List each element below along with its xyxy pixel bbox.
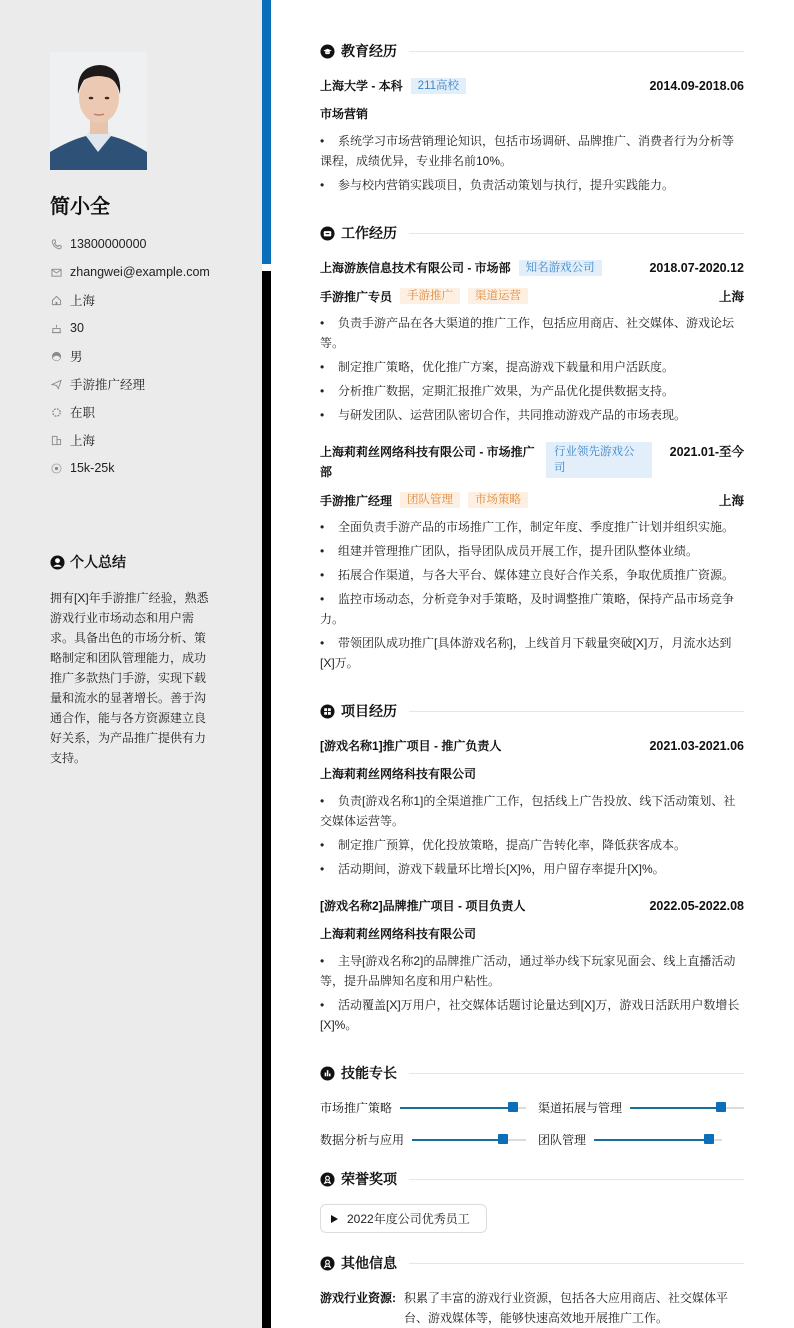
education-major-row	[320, 105, 744, 122]
contact-city-value: 上海	[70, 294, 96, 308]
work-2-role-tag: 团队管理	[400, 492, 460, 508]
section-divider	[409, 1073, 744, 1074]
list-item: • 制定推广预算，优化投放策略，提高广告转化率，降低获客成本。	[320, 838, 687, 852]
profile-photo	[50, 52, 147, 170]
work-2-date: 2021.01-至今	[669, 445, 744, 459]
salary-icon	[50, 462, 62, 474]
contact-city	[50, 286, 210, 314]
awards-title: 荣誉奖项	[341, 1171, 397, 1187]
work-1-role: 手游推广专员	[320, 289, 393, 304]
contact-phone-value: 13800000000	[70, 237, 147, 251]
award-icon	[320, 1256, 335, 1271]
list-item: • 分析推广数据，定期汇报推广效果，为产品优化提供数据支持。	[320, 384, 675, 398]
list-item: • 负责手游产品在各大渠道的推广工作，包括应用商店、社交媒体、游戏论坛等。	[320, 316, 735, 350]
list-item: • 系统学习市场营销理论知识，包括市场调研、品牌推广、消费者行为分析等课程，成绩优异，专业排名前10%。	[320, 134, 735, 168]
work-1-date: 2018.07-2020.12	[649, 260, 744, 275]
slider-thumb	[508, 1102, 518, 1112]
list-item: • 组建并管理推广团队，指导团队成员开展工作，提升团队整体业绩。	[320, 544, 699, 558]
project-1-name: [游戏名称1]推广项目 - 推广负责人	[320, 739, 502, 753]
work-2-location: 上海	[718, 494, 744, 508]
skill-item	[320, 1099, 526, 1116]
contact-list	[50, 230, 210, 482]
contact-position	[50, 370, 210, 398]
other-key: 游戏行业资源:	[320, 1291, 396, 1305]
contact-status-value: 在职	[70, 406, 96, 420]
section-other	[320, 1253, 744, 1273]
play-triangle-icon	[331, 1215, 338, 1223]
project-1-company: 上海莉莉丝网络科技有限公司	[320, 767, 477, 781]
mail-icon	[50, 266, 62, 278]
project-2-header	[320, 897, 744, 914]
education-tag: 211高校	[411, 78, 466, 94]
work-1-bullets	[320, 313, 744, 429]
section-divider	[409, 1263, 744, 1264]
education-major: 市场营销	[320, 107, 369, 121]
education-school: 上海大学 - 本科	[320, 79, 403, 93]
projects-title: 项目经历	[341, 703, 397, 719]
user-circle-icon	[50, 555, 65, 570]
contact-email	[50, 258, 210, 286]
section-divider	[409, 233, 744, 234]
work-2-role-tag: 市场策略	[468, 492, 528, 508]
skill-name: 市场推广策略	[320, 1101, 393, 1115]
section-divider	[409, 711, 744, 712]
contact-email-value: zhangwei@example.com	[70, 265, 210, 279]
work-1-role-row	[320, 287, 744, 305]
list-item: • 主导[游戏名称2]的品牌推广活动，通过举办线下玩家见面会、线上直播活动等，提升品牌知名度和用户粘性。	[320, 954, 736, 988]
education-title: 教育经历	[341, 43, 397, 59]
summary-heading	[50, 552, 126, 572]
skill-level-slider	[594, 1139, 722, 1141]
work-title: 工作经历	[341, 225, 397, 241]
skill-level-slider	[630, 1107, 744, 1109]
project-2-company: 上海莉莉丝网络科技有限公司	[320, 927, 477, 941]
grid-icon	[320, 704, 335, 719]
education-header	[320, 77, 744, 94]
work-2-tag: 行业领先游戏公司	[546, 442, 652, 478]
contact-work-city	[50, 426, 210, 454]
contact-gender-value: 男	[70, 350, 83, 364]
project-1-date: 2021.03-2021.06	[649, 738, 744, 753]
sidebar	[0, 0, 262, 1328]
skill-level-slider	[412, 1139, 526, 1141]
section-projects	[320, 701, 744, 721]
list-item: • 带领团队成功推广[具体游戏名称]，上线首月下载量突破[X]万，月流水达到[X]万。	[320, 636, 732, 670]
project-1-bullets	[320, 791, 744, 883]
skill-item	[538, 1131, 722, 1148]
work-1-header	[320, 259, 744, 276]
send-icon	[50, 378, 62, 390]
accent-bar	[262, 0, 271, 264]
list-item: • 参与校内营销实践项目，负责活动策划与执行，提升实践能力。	[320, 178, 675, 192]
list-item: • 拓展合作渠道，与各大平台、媒体建立良好合作关系，争取优质推广资源。	[320, 568, 735, 582]
graduation-cap-icon	[320, 44, 335, 59]
project-1-company-row	[320, 765, 744, 782]
work-2-company: 上海莉莉丝网络科技有限公司 - 市场推广部	[320, 445, 535, 479]
skill-item	[320, 1131, 526, 1148]
status-icon	[50, 406, 62, 418]
bar-chart-icon	[320, 1066, 335, 1081]
skill-name: 团队管理	[538, 1133, 587, 1147]
skill-name: 数据分析与应用	[320, 1133, 405, 1147]
list-item: • 制定推广策略，优化推广方案，提高游戏下载量和用户活跃度。	[320, 360, 675, 374]
list-item: • 与研发团队、运营团队密切合作，共同推动游戏产品的市场表现。	[320, 408, 687, 422]
skills-title: 技能专长	[341, 1065, 397, 1081]
home-icon	[50, 294, 62, 306]
project-1-header	[320, 737, 744, 754]
work-1-company: 上海游族信息技术有限公司 - 市场部	[320, 261, 511, 275]
list-item: • 监控市场动态，分析竞争对手策略，及时调整推广策略，保持产品市场竞争力。	[320, 592, 735, 626]
section-awards	[320, 1169, 744, 1189]
contact-salary	[50, 454, 210, 482]
profile-name: 简小全	[50, 196, 110, 218]
list-item: • 全面负责手游产品的市场推广工作，制定年度、季度推广计划并组织实施。	[320, 520, 735, 534]
gender-icon	[50, 350, 62, 362]
section-divider	[409, 51, 744, 52]
section-divider	[409, 1179, 744, 1180]
award-icon	[320, 1172, 335, 1187]
slider-thumb	[498, 1134, 508, 1144]
skill-level-slider	[400, 1107, 526, 1109]
building-icon	[50, 434, 62, 446]
work-1-role-tag: 手游推广	[400, 288, 460, 304]
work-2-role: 手游推广经理	[320, 493, 393, 508]
award-label: 2022年度公司优秀员工	[347, 1212, 470, 1226]
section-skills	[320, 1063, 744, 1083]
work-2-role-row	[320, 491, 744, 509]
other-title: 其他信息	[341, 1255, 397, 1271]
contact-gender	[50, 342, 210, 370]
education-date: 2014.09-2018.06	[649, 78, 744, 93]
contact-work-city-value: 上海	[70, 434, 96, 448]
education-bullets	[320, 131, 744, 199]
skill-item	[538, 1099, 744, 1116]
section-work	[320, 223, 744, 243]
work-1-role-tag: 渠道运营	[468, 288, 528, 304]
contact-status	[50, 398, 210, 426]
project-2-name: [游戏名称2]品牌推广项目 - 项目负责人	[320, 899, 526, 913]
section-education	[320, 41, 744, 61]
work-1-tag: 知名游戏公司	[519, 260, 602, 276]
contact-phone	[50, 230, 210, 258]
other-value: 积累了丰富的游戏行业资源，包括各大应用商店、社交媒体平台、游戏媒体等，能够快速高效地开展推广工作。	[404, 1291, 729, 1325]
contact-salary-value: 15k-25k	[70, 461, 115, 475]
phone-icon	[50, 238, 62, 250]
work-2-header	[320, 442, 744, 482]
list-item: • 负责[游戏名称1]的全渠道推广工作，包括线上广告投放、线下活动策划、社交媒体运营等。	[320, 794, 736, 828]
award-item[interactable]	[320, 1204, 487, 1233]
slider-thumb	[716, 1102, 726, 1112]
divider-bar	[262, 271, 271, 1328]
contact-age-value: 30	[70, 321, 84, 335]
summary-title: 个人总结	[70, 554, 126, 570]
other-item	[320, 1288, 744, 1328]
contact-age	[50, 314, 210, 342]
list-item: • 活动期间，游戏下载量环比增长[X]%，用户留存率提升[X]%。	[320, 862, 665, 876]
project-2-bullets	[320, 951, 744, 1039]
skill-name: 渠道拓展与管理	[538, 1101, 623, 1115]
project-2-date: 2022.05-2022.08	[649, 898, 744, 913]
work-1-location: 上海	[718, 290, 744, 304]
list-item: • 活动覆盖[X]万用户，社交媒体话题讨论量达到[X]万，游戏日活跃用户数增长[X]%。	[320, 998, 740, 1032]
slider-thumb	[704, 1134, 714, 1144]
project-2-company-row	[320, 925, 744, 942]
summary-text: 拥有[X]年手游推广经验，熟悉游戏行业市场动态和用户需求。具备出色的市场分析、策略制定和团队管理能力，成功推广多款热门手游，实现下载量和流水的显著增长。善于沟通合作，能与各方资源建立良好关系，为产品推广提供有力支持。	[50, 591, 209, 765]
age-icon	[50, 322, 62, 334]
briefcase-icon	[320, 226, 335, 241]
contact-position-value: 手游推广经理	[70, 378, 146, 392]
work-2-bullets	[320, 517, 744, 677]
